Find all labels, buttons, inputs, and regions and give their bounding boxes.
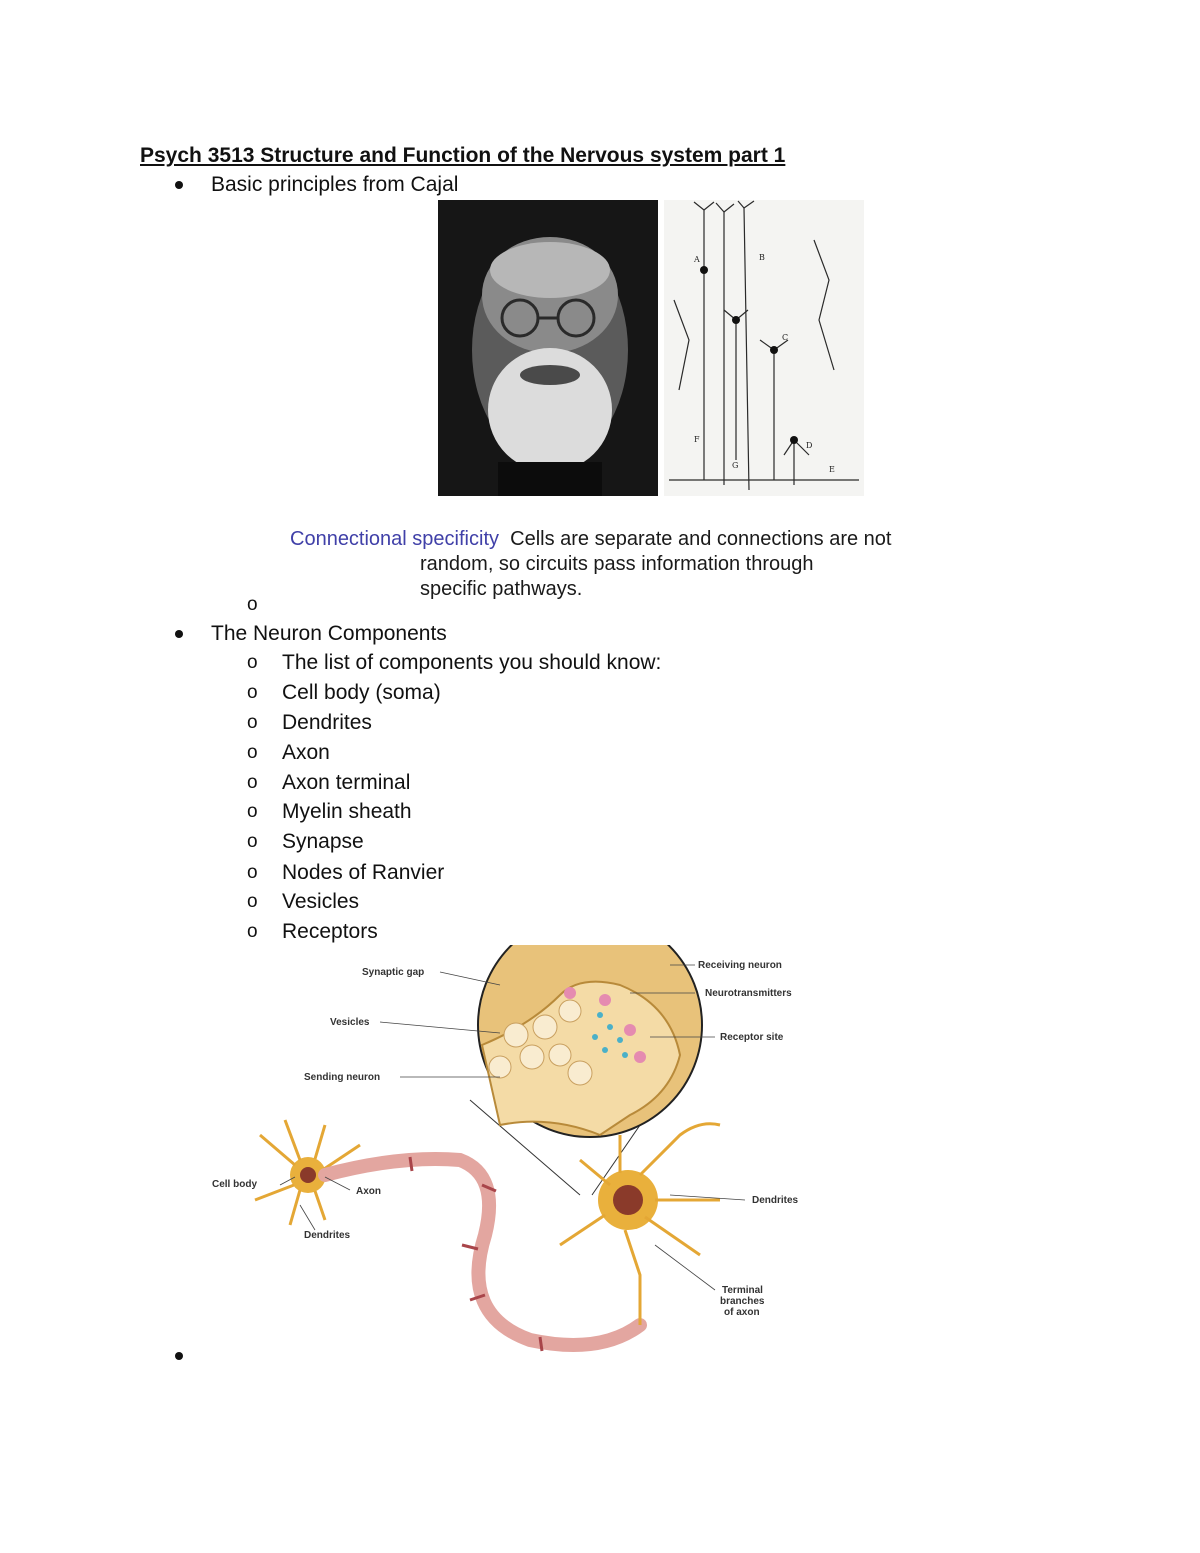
label-neurotransmitters: Neurotransmitters bbox=[705, 988, 792, 999]
components-intro-item bbox=[247, 651, 661, 675]
sub-bullet-icon: o bbox=[247, 801, 258, 822]
connectional-specificity-excerpt bbox=[290, 527, 1010, 602]
drawing-letter-b: B bbox=[759, 253, 765, 262]
label-terminal-line3: of axon bbox=[724, 1307, 760, 1318]
component-text: Dendrites bbox=[282, 711, 372, 734]
bullet-dot-icon bbox=[175, 181, 183, 189]
component-text: Nodes of Ranvier bbox=[282, 861, 445, 884]
drawing-letter-e: E bbox=[829, 465, 835, 474]
sub-bullet-icon: o bbox=[247, 862, 258, 883]
component-item bbox=[247, 861, 444, 885]
bullet-dot-icon bbox=[175, 630, 183, 638]
label-terminal-line2: branches bbox=[720, 1296, 765, 1307]
component-item bbox=[247, 771, 410, 795]
component-text: Myelin sheath bbox=[282, 800, 412, 823]
component-item bbox=[247, 741, 330, 765]
sub-bullet-icon: o bbox=[247, 712, 258, 733]
sub-bullet-icon: o bbox=[247, 831, 258, 852]
component-item bbox=[247, 920, 378, 944]
label-receptor-site: Receptor site bbox=[720, 1032, 784, 1043]
bullet-dot-icon bbox=[175, 1352, 183, 1360]
slide-term: Connectional specificity bbox=[290, 528, 499, 550]
sub-bullet-icon: o bbox=[247, 594, 258, 615]
sub-bullet-icon: o bbox=[247, 891, 258, 912]
component-text: Synapse bbox=[282, 830, 364, 853]
sub-bullet-icon: o bbox=[247, 742, 258, 763]
slide-definition-line1: Cells are separate and connections are not bbox=[510, 528, 892, 550]
label-axon: Axon bbox=[356, 1186, 381, 1197]
sub-bullet-icon: o bbox=[247, 921, 258, 942]
component-item bbox=[247, 830, 364, 854]
sub-bullet-icon: o bbox=[247, 682, 258, 703]
bullet-cajal-text: Basic principles from Cajal bbox=[211, 173, 459, 196]
slide-definition-rest: random, so circuits pass information through specific pathways. bbox=[420, 553, 814, 600]
drawing-letter-g: G bbox=[732, 461, 739, 470]
sub-bullet-icon: o bbox=[247, 772, 258, 793]
drawing-letter-d: D bbox=[806, 441, 813, 450]
component-text: Receptors bbox=[282, 920, 378, 943]
label-terminal-line1: Terminal bbox=[722, 1285, 763, 1296]
component-text: Axon bbox=[282, 741, 330, 764]
empty-sub-item bbox=[247, 594, 282, 616]
component-item bbox=[247, 681, 441, 705]
drawing-letter-c: C bbox=[782, 333, 789, 342]
bullet-neuron-components-text: The Neuron Components bbox=[211, 622, 447, 645]
component-item bbox=[247, 890, 359, 914]
sub-bullet-icon: o bbox=[247, 652, 258, 673]
label-dendrites-left: Dendrites bbox=[304, 1230, 351, 1241]
component-item bbox=[247, 800, 412, 824]
label-synaptic-gap: Synaptic gap bbox=[362, 967, 425, 978]
neuron-synapse-diagram bbox=[200, 945, 820, 1370]
drawing-letter-a: A bbox=[694, 255, 700, 264]
label-dendrites-right: Dendrites bbox=[752, 1195, 799, 1206]
component-text: Axon terminal bbox=[282, 771, 411, 794]
label-sending-neuron: Sending neuron bbox=[304, 1072, 381, 1083]
empty-bullet bbox=[175, 1352, 211, 1360]
cajal-neuron-drawing bbox=[664, 200, 864, 496]
component-item bbox=[247, 711, 372, 735]
component-text: Vesicles bbox=[282, 890, 360, 913]
label-cell-body: Cell body bbox=[212, 1179, 258, 1190]
cajal-portrait-image bbox=[438, 200, 658, 496]
bullet-neuron-components bbox=[175, 622, 447, 646]
page-title: Psych 3513 Structure and Function of the Nervous system part 1 bbox=[140, 144, 786, 167]
label-receiving-neuron: Receiving neuron bbox=[698, 960, 782, 971]
components-intro-text: The list of components you should know: bbox=[282, 651, 662, 674]
bullet-cajal bbox=[175, 173, 458, 197]
component-text: Cell body (soma) bbox=[282, 681, 441, 704]
label-vesicles: Vesicles bbox=[330, 1017, 370, 1028]
drawing-letter-f: F bbox=[694, 435, 700, 444]
